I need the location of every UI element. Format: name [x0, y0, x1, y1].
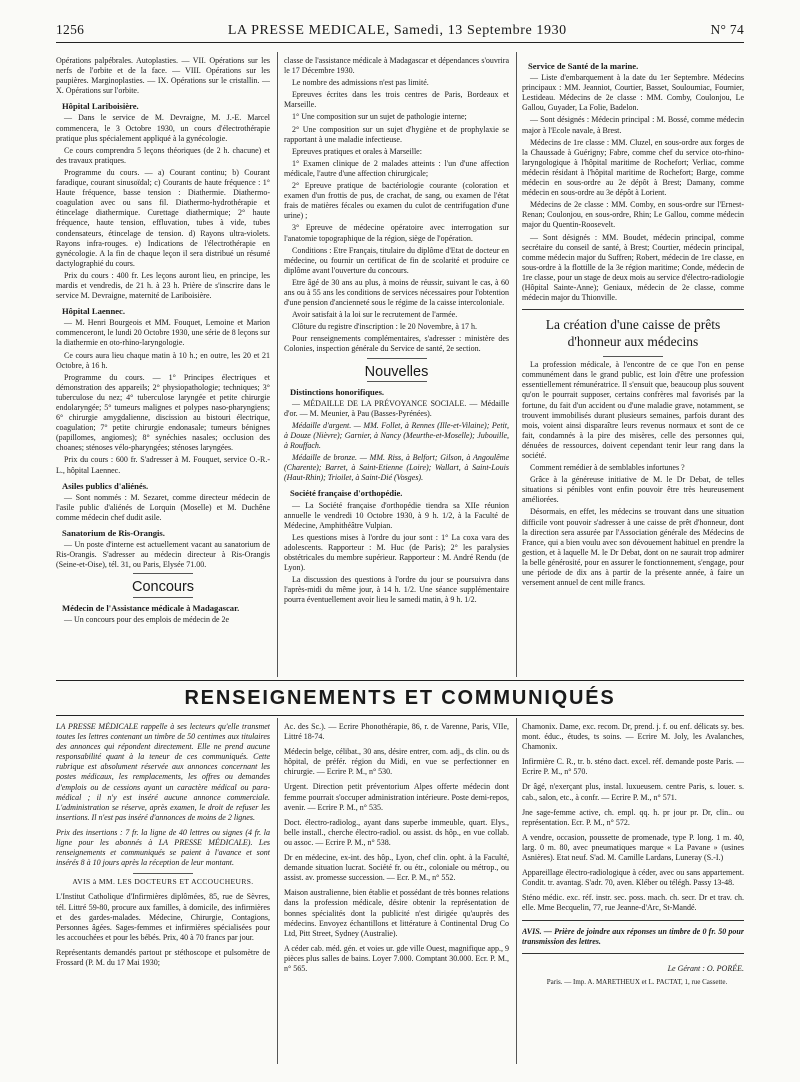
- section-heading-nouvelles: Nouvelles: [364, 363, 429, 380]
- banner-renseignements: RENSEIGNEMENTS ET COMMUNIQUÉS: [184, 687, 616, 709]
- paragraph: Epreuves écrites dans les trois centres de Paris, Bordeaux et Marseille.: [284, 90, 509, 110]
- page-number: 1256: [56, 22, 85, 37]
- banner-rule-bottom: [56, 715, 744, 716]
- separator: [367, 358, 427, 359]
- paragraph: Pour renseignements complémentaires, s'adresser : ministère des Colonies, inspection générale du Service de santé, 2e section.: [284, 334, 509, 354]
- imprint-line: Paris. — Imp. A. MARETHEUX et L. PACTAT, 1, rue Cassette.: [546, 977, 728, 986]
- classifieds-column-2: [284, 722, 509, 1062]
- separator: [522, 953, 744, 954]
- column-divider: [277, 718, 278, 1064]
- paragraph: 3° Epreuve de médecine opératoire avec interrogation sur l'anatomie topographique de la région, siège de l'opération.: [284, 223, 509, 243]
- paragraph: Médaille de bronze. — MM. Riss, à Belfort; Gilson, à Angoulême (Charente); Barret, à Saint-Etienne (Loire); Wallart, à Saint-Louis (Haut-Rhin); Trioilet, à Saint-Dié (Vosges).: [284, 453, 509, 483]
- article-title: Service de Santé de la marine.: [528, 61, 639, 71]
- separator: [603, 356, 663, 357]
- paragraph: Médecins de 2e classe : MM. Comby, en sous-ordre sur l'Ernest-Renan; Coulonjou, en sous-ordre, Rhin; Le Gallou, comme médecin major du Quentin-Roosevelt.: [522, 200, 744, 230]
- paragraph: 2° Epreuve pratique de bactériologie courante (coloration et examen d'un frottis de pus, de crachat, de sang, ou examen de l'état frais de matières fécales ou examen du culot de centrifugation d'une urine) ;: [284, 181, 509, 221]
- column-3: [522, 56, 744, 676]
- paragraph: — Dans le service de M. Devraigne, M. J.-E. Marcel commencera, le 3 Octobre 1930, un cours d'électrothérapie pratique plus spécialement appliqué à la gynécologie.: [56, 113, 270, 143]
- classified-ad: Médecin belge, célibat., 30 ans, désire entrer, com. adj., ds clin. ou ds hôpital, de préfér. région du Midi, en vue se perfectionner en chirurgie. — Ecrire P. M., n° 530.: [284, 747, 509, 777]
- paragraph: — MÉDAILLE DE LA PRÉVOYANCE SOCIALE. — Médaille d'or. — M. Meunier, à Pau (Basses-Pyrénées).: [284, 398, 509, 418]
- classified-ad: Dr en médecine, ex-int. des hôp., Lyon, chef clin. opht. à la Faculté, demande situation lucrat. Société fr. ou étr., coloniale ou métrop., ou assist. av. promesse succession. — Ecr. P. M., n° 552.: [284, 853, 509, 883]
- classified-ad: Chamonix. Dame, exc. recom. Dr, prend. j. f. ou enf. délicats sy. bes. mont. éduc., études, ts soins. — Ecrire M. Joly, les Avalanches, Chamonix.: [522, 722, 744, 752]
- paragraph: Grâce à la généreuse initiative de M. le Dr Debat, de telles situations si pénibles vont enfin pouvoir être très heureusement améliorées.: [522, 475, 744, 505]
- article-heading-caisse: La création d'une caisse de prêts d'honneur aux médecins: [545, 317, 721, 350]
- separator: [133, 873, 193, 874]
- paragraph: La discussion des questions à l'ordre du jour se poursuivra dans l'après-midi du même jour, à 14 h. 1/2. Une séance supplémentaire pourra éventuellement avoir lieu le samedi matin, à 9 h. 1/2.: [284, 575, 509, 605]
- classifieds-column-1: [56, 722, 270, 1062]
- paragraph: Les questions mises à l'ordre du jour sont : 1° La coxa vara des adolescents. Rapporteur : M. Huc (de Paris); 2° les paralysies obstétricales du membre supérieur. Rapporteur : M. André Rendu (de Lyon).: [284, 532, 509, 573]
- classified-ad: Infirmière C. R., tr. b. sténo dact. excel. réf. demande poste Paris. — Ecrire P. M., n° 570.: [522, 757, 744, 777]
- avis-note: AVIS. — Prière de joindre aux réponses un timbre de 0 fr. 50 pour transmission des lettres.: [522, 926, 744, 946]
- paragraph: Conditions : Etre Français, titulaire du diplôme d'Etat de docteur en médecine, ou fournir un certificat de fin de scolarité et produire ce diplôme avant l'ouverture du concours.: [284, 245, 509, 275]
- separator: [367, 381, 427, 382]
- paragraph: Avoir satisfait à la loi sur le recrutement de l'armée.: [292, 310, 458, 320]
- gerant-line: Le Gérant : O. PORÉE.: [667, 963, 744, 973]
- paragraph: Programme du cours. — a) Courant continu; b) Courant faradique, courant sinusoïdal; c) Courants de haute fréquence : 1° Haute fréquence, basse tension : Diathermie. Diathermo-coagulation avec ou sans fil. Diathermo-hydrothérapie et étincelage diathermique. Curettage diathermique; 2° haute fréquence, haute tension, effluvation, tubes à vide, tubes condensateurs, étincelage de tension. d) Rayons ultra-violets. Rayons infra-rouges. e) Indications de l'électrothérapie en gynécologie. A la fin de chaque leçon il sera distribué un résumé dactylographié du cours.: [56, 167, 270, 268]
- paragraph: Ce cours aura lieu chaque matin à 10 h.; en outre, les 20 et 21 Octobre, à 16 h.: [56, 350, 270, 370]
- paragraph: Prix du cours : 600 fr. S'adresser à M. Fouquet, service O.-R.-L., hôpital Laennec.: [56, 455, 270, 475]
- issue-number: N° 74: [710, 22, 744, 37]
- column-1: [56, 56, 270, 676]
- paragraph: Le nombre des admissions n'est pas limité.: [292, 78, 429, 88]
- page-header: [56, 22, 744, 40]
- banner-rule-top: [56, 680, 744, 681]
- paragraph: Ce cours comprendra 5 leçons théoriques (de 2 h. chacune) et des travaux pratiques.: [56, 145, 270, 165]
- paragraph: 1° Une composition sur un sujet de pathologie interne;: [292, 112, 467, 122]
- article-title: Sanatorium de Ris-Orangis.: [62, 528, 165, 539]
- classified-ad: Maison australienne, bien établie et possédant de très bonnes relations dans la profession médicale, désire obtenir la représentation de bonnes spécialités dont la publicité n'est dirigée qu'auprès des médecins. Envoyez échantillons et littérature à Continental Drug Co Ltd, Pitt Street, Sydney (Australie).: [284, 888, 509, 938]
- publication-title: LA PRESSE MEDICALE, Samedi, 13 Septembre 1930: [227, 23, 567, 38]
- article-title: Hôpital Laennec.: [62, 306, 126, 317]
- paragraph: Opérations palpébrales. Autoplasties. — VII. Opérations sur les nerfs de l'orbite et de la face. — VIII. Opérations sur les paupières. Marginoplasties. — IX. Opérations sur le cristallin. — X. Opérations sur l'orbite.: [56, 56, 270, 96]
- column-2: [284, 56, 509, 676]
- article-title: Distinctions honorifiques.: [290, 386, 385, 397]
- paragraph: — Sont désignés : Médecin principal : M. Bossé, comme médecin major à l'Ecole navale, à Brest.: [522, 115, 744, 135]
- paragraph: Médecins de 1re classe : MM. Cluzel, en sous-ordre aux forges de la Chaussade à Guérigny; Fabre, comme chef du service oto-rhino-laryngologique à l'hôpital maritime de Rochefort; Verliac, comme médecin résidant à l'hôpital maritime de Rochefort; Barge, comme médecin en sous-ordre au 2e dépôt à Brest; Damany, comme médecin en sous-ordre au 3e dépôt à Lorient.: [522, 137, 744, 198]
- paragraph: 2° Une composition sur un sujet d'hygiène et de prophylaxie se rapportant à une maladie infectieuse.: [284, 124, 509, 144]
- classified-ad: A céder cab. méd. gén. et voies ur. gde ville Ouest, magnifique app., 9 pièces plus salles de bains. Loyer 7.000. Comptant 30.000. Ecr. P. M., n° 565.: [284, 943, 509, 973]
- paragraph: — Un concours pour des emplois de médecin de 2e: [64, 614, 230, 624]
- column-divider: [516, 52, 517, 677]
- paragraph: — Liste d'embarquement à la date du 1er Septembre. Médecins principaux : MM. Jeanniot, Courtier, Basset, Souloumiac, Fournier, Lestideau. Médecins de 2e classe : MM. Comby, Coulonjou, Le Gallou, Guyader, La Folie, Badelon.: [522, 73, 744, 113]
- paragraph: 1° Examen clinique de 2 malades atteints : l'un d'une affection médicale, l'autre d'une affection chirurgicale;: [284, 158, 509, 178]
- article-title: Asiles publics d'aliénés.: [62, 480, 149, 491]
- header-rule: [56, 42, 744, 43]
- section-heading-concours: Concours: [131, 579, 195, 596]
- classified-ad: Appareillage électro-radiologique à céder, avec ou sans appartement. Condit. tr. avantag. S'adr. 70, aven. Kléber ou télégh. Passy 13-48.: [522, 868, 744, 888]
- paragraph: Clôture du registre d'inscription : le 20 Novembre, à 17 h.: [292, 322, 477, 332]
- classified-ad: Ac. des Sc.). — Ecrire Phonothérapie, 86, r. de Varenne, Paris, VIIe, Littré 18-74.: [284, 722, 509, 742]
- paragraph: Comment remédier à de semblables infortunes ?: [530, 463, 685, 473]
- paragraph: Médaille d'argent. — MM. Follet, à Rennes (Ille-et-Vilaine); Petit, à Douze (Nièvre); Garnier, à Nancy (Meurthe-et-Moselle); Jubouille, à Rouffach.: [284, 420, 509, 451]
- classified-ad: Sténo médic. exc. réf. instr. sec. poss. mach. ch. secr. Dr et trav. ch. elle. Mme Becquelin, 77, rue Jeanne-d'Arc, St-Mandé.: [522, 893, 744, 913]
- separator: [133, 597, 193, 598]
- column-divider: [516, 718, 517, 1064]
- classified-ad: L'Institut Catholique d'Infirmières diplômées, 85, rue de Sèvres, tél. Littré 59-80, procure aux familles, à domicile, des infirmières et des gardes-malades. Médecine, Chirurgie, Contagions, Personnes âgées. Sages-femmes et infirmières spécialisées pour les accouchées et pour les bébés. Prix, 40 à 70 francs par jour.: [56, 892, 270, 942]
- paragraph: Etre âgé de 30 ans au plus, à moins de réussir, suivant le cas, à 60 ans ou à 55 ans les conditions de services nécessaires pour l'obtention d'une pension d'ancienneté sous le régime de la caisse intercoloniale.: [284, 277, 509, 308]
- paragraph: classe de l'assistance médicale à Madagascar et dépendances s'ouvrira le 17 Décembre 1930.: [284, 56, 509, 76]
- separator: [522, 309, 744, 310]
- paragraph: — Sont nommés : M. Sezaret, comme directeur médecin de l'asile public d'aliénés de Lorquin (Moselle) et M. Duchêne comme médecin chef dudit asile.: [56, 492, 270, 522]
- paragraph: — Sont désignés : MM. Boudet, médecin principal, comme secrétaire du conseil de santé, à Brest; Courtier, médecin principal, comme médecin major du Suffren; Robert, médecin de 1re classe, en sous-ordre à la flottille de la 3e région maritime; Conde, médecin de 1re classe, pour un stage de deux mois au service d'électro-radiologie (Hôpital Sainte-Anne); Geniaux, médecin de 2e classe, comme médecin major du Thionville.: [522, 232, 744, 303]
- paragraph: La profession médicale, à l'encontre de ce que l'on en pense communément dans le grand public, est loin d'être une profession essentiellement rémunératrice. Il s'ensuit que, beaucoup plus souvent qu'on le pourrait supposer, certains confrères mal favorisés par la fortune, du fait d'un accident ou d'une maladie grave, notamment, se trouvent immobilisés durant plusieurs semaines, parfois durant des mois, voient ainsi disparaître leurs revenus normaux et sont de ce fait, condamnés à la pire des misères, celle des personnes qui, dénuées de ressources, doivent cependant tenir leur rang dans la société.: [522, 360, 744, 460]
- paragraph: Epreuves pratiques et orales à Marseille:: [292, 146, 422, 156]
- tarif: Prix des insertions : 7 fr. la ligne de 40 lettres ou signes (4 fr. la ligne pour les abonnés à LA PRESSE MÉDICALE). Les renseignements et communiqués se paient à l'avance et sont insérés 8 à 10 jours après la réception de leur montant.: [56, 827, 270, 868]
- article-title: Hôpital Lariboisière.: [62, 101, 139, 112]
- classifieds-column-3: [522, 722, 744, 1062]
- column-divider: [277, 52, 278, 677]
- paragraph: — M. Henri Bourgeois et MM. Fouquet, Lemoine et Marion commenceront, le lundi 20 Octobre 1930, une série de 8 leçons sur la diathermie en oto-rhino-laryngologie.: [56, 318, 270, 348]
- paragraph: — Un poste d'interne est actuellement vacant au sanatorium de Ris-Orangis. S'adresser au médecin directeur à Ris-Orangis (Seine-et-Oise), tél. 31, ou Paris, Elysée 71.00.: [56, 540, 270, 570]
- classified-ad: Dr âgé, n'exerçant plus, instal. luxueusem. centre Paris, s. louer. s. cab., salon, etc., à confr. — Ecrire P. M., n° 571.: [522, 782, 744, 802]
- avis-heading: AVIS à MM. LES DOCTEURS ET ACCOUCHEURS.: [72, 877, 254, 887]
- classified-ad: Doct. électro-radiolog., ayant dans superbe immeuble, quart. Elys., belle install., cherche électro-radiol. ou assist. ds hôp., en vue collab. ou assoc. — Ecrire P. M., n° 538.: [284, 817, 509, 847]
- article-title: Médecin de l'Assistance médicale à Madagascar.: [62, 602, 240, 613]
- paragraph: Programme du cours. — 1° Principes électriques et démonstration des appareils; 2° physiopathologie; techniques; 3° tuberculose du nez; 4° tuberculose laryngée et petite chirurgie endolaryngée; 5° tumeurs malignes et polypes naso-pharyngiens; 6° chirurgie amygdalienne, discission au bistouri électrique, coagulation; 7° petite chirurgie endonasale; tumeurs bénignes (papillomes, angiomes); 8° synéchies nasales; occlusion des choanes; sténoses vélo-pharyngées; sténoses laryngées.: [56, 372, 270, 453]
- paragraph: Désormais, en effet, les médecins se trouvant dans une situation difficile vont pouvoir s'adresser à une caisse de prêt d'honneur, dont la direction sera assurée par l'Association générale des Médecins de France, qui a bien voulu avec son dévouement habituel en prendre la gestion, et à laquelle M. le Dr Debat, dont on ne saurait trop admirer la belle générosité, pour en assurer le fonctionnement, s'engage, pour une période de dix ans à partir de la présente année, à faire un versement annuel de cent mille francs.: [522, 507, 744, 588]
- paragraph: Prix du cours : 400 fr. Les leçons auront lieu, en principe, les mardis et vendredis, de 21 h. à 23 h. Prière de s'inscrire dans le service M. Devraigne, maternité de Lariboisière.: [56, 270, 270, 301]
- classified-ad: Urgent. Direction petit préventorium Alpes offerte médecin dont femme pourrait s'occuper administration intérieure. Poste demi-repos, avenir. — Ecrire P. M., n° 535.: [284, 782, 509, 812]
- paragraph: — La Société française d'orthopédie tiendra sa XIIe réunion annuelle le vendredi 10 Octobre 1930, à 9 h. 1/2, à la Faculté de Médecine, Amphithéâtre Vulpian.: [284, 500, 509, 530]
- separator: [133, 573, 193, 574]
- separator: [522, 920, 744, 921]
- classified-ad: A vendre, occasion, poussette de promenade, type P. long. 1 m. 40, larg. 0 m. 80, avec pneumatiques marque « La Pavane » (usines Asnières). Etat neuf. S'ad. M. Camille Lardans, Luneray (S.-I.): [522, 832, 744, 863]
- classified-ad: Jne sage-femme active, ch. empl. qq. h. pr jour pr. Dr, clin.. ou représentation. Ecr. P. M., n° 572.: [522, 807, 744, 827]
- notice: LA PRESSE MÉDICALE rappelle à ses lecteurs qu'elle transmet toutes les lettres contenant un timbre de 50 centimes aux titulaires des annonces qui répondent directement. Elle ne prend aucune responsabilité quant à la teneur de ces communiqués. Cette rubrique est absolument réservée aux annonces concernant les postes médicaux, les remplacements, les offres ou demandes d'emplois ou de cessions ayant un caractère médical ou para-médical ; il n'y est inséré aucune annonce commerciale. L'administration se réserve, après examen, le droit de refuser les insertions. Il n'est pas inséré d'annonces de moins de 2 lignes.: [56, 722, 270, 822]
- classified-ad: Représentants demandés partout pr stéthoscope et pulsomètre de Frossard (P. M. du 17 Mai 1930;: [56, 947, 270, 967]
- article-title: Société française d'orthopédie.: [290, 488, 403, 499]
